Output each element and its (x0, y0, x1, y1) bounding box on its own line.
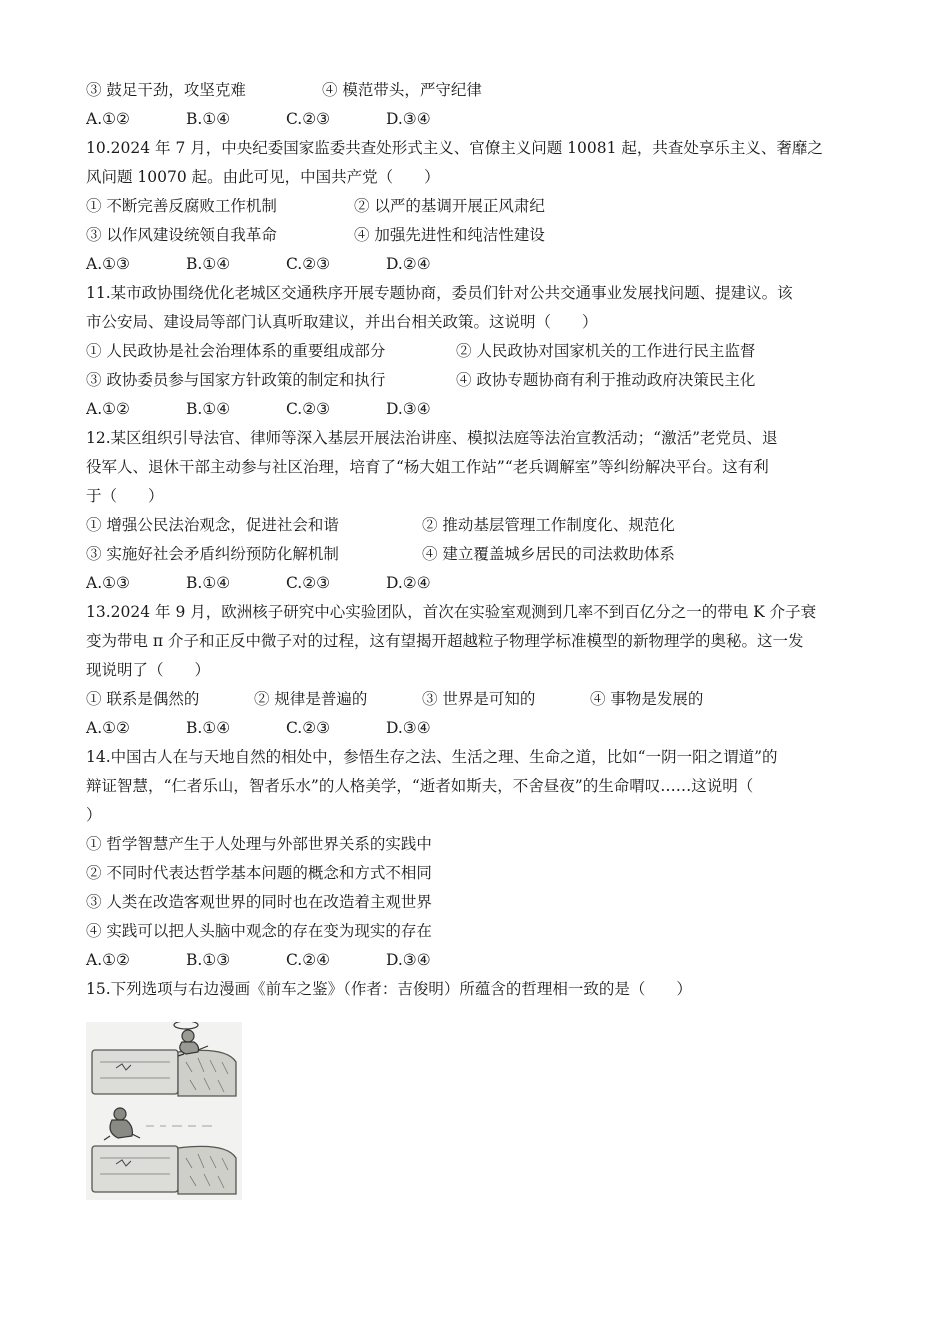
q13-option-1: ① 联系是偶然的 (86, 690, 200, 708)
q10-stem-line-1: 10.2024 年 7 月，中央纪委国家监委共查处形式主义、官僚主义问题 10081 起，共查处享乐主义、奢靡之 (86, 139, 823, 157)
q10-option-2: ② 以严的基调开展正风肃纪 (354, 197, 545, 215)
q12-option-1: ① 增强公民法治观念，促进社会和谐 (86, 516, 339, 534)
q9-option-4: ④ 模范带头，严守纪律 (322, 81, 482, 99)
lower-wall (92, 1146, 236, 1194)
q10-answer-c[interactable]: C.②③ (286, 255, 331, 273)
q10-option-1: ① 不断完善反腐败工作机制 (86, 197, 277, 215)
q10-options-row-1 (86, 192, 866, 221)
q13-answers (86, 714, 866, 743)
upper-wall (92, 1050, 236, 1096)
q12-answer-b[interactable]: B.①④ (186, 574, 231, 592)
q11-stem-line-1: 11.某市政协围绕优化老城区交通秩序开展专题协商，委员们针对公共交通事业发展找问题、提建议。该 (86, 284, 793, 302)
q11-answer-c[interactable]: C.②③ (286, 400, 331, 418)
q13-answer-a[interactable]: A.①② (86, 719, 130, 737)
q13-answer-c[interactable]: C.②③ (286, 719, 331, 737)
q14-stem-line-2: 辩证智慧，“仁者乐山，智者乐水”的人格美学，“逝者如斯夫，不舍昼夜”的生命喟叹……这说明（ (86, 777, 754, 795)
q13-option-3: ③ 世界是可知的 (422, 690, 536, 708)
q12-answers (86, 569, 866, 598)
q10-options-row-2 (86, 221, 866, 250)
q14-answers (86, 946, 866, 975)
q12-option-3: ③ 实施好社会矛盾纠纷预防化解机制 (86, 545, 339, 563)
q13-option-2: ② 规律是普遍的 (254, 690, 368, 708)
q11-option-1: ① 人民政协是社会治理体系的重要组成部分 (86, 342, 386, 360)
q14-answer-c[interactable]: C.②④ (286, 951, 331, 969)
q13-option-4: ④ 事物是发展的 (590, 690, 704, 708)
q14-answer-d[interactable]: D.③④ (386, 951, 431, 969)
q12-answer-a[interactable]: A.①③ (86, 574, 130, 592)
q11-answer-a[interactable]: A.①② (86, 400, 130, 418)
q9-answer-d[interactable]: D.③④ (386, 110, 431, 128)
q12-option-4: ④ 建立覆盖城乡居民的司法救助体系 (422, 545, 675, 563)
q11-answers (86, 395, 866, 424)
q12-options-row-2 (86, 540, 866, 569)
exam-page (86, 76, 866, 1004)
q10-answers (86, 250, 866, 279)
q14-answer-a[interactable]: A.①② (86, 951, 130, 969)
q13-stem-line-2: 变为带电 π 介子和正反中微子对的过程，这有望揭开超越粒子物理学标准模型的新物理学的奥秘。这一发 (86, 632, 804, 650)
cartoon-illustration (86, 1022, 242, 1200)
q14-option-3: ③ 人类在改造客观世界的同时也在改造着主观世界 (86, 893, 432, 911)
q13-stem-line-1: 13.2024 年 9 月，欧洲核子研究中心实验团队，首次在实验室观测到几率不到百亿分之一的带电 K 介子衰 (86, 603, 817, 621)
q12-answer-d[interactable]: D.②④ (386, 574, 431, 592)
q12-option-2: ② 推动基层管理工作制度化、规范化 (422, 516, 675, 534)
q11-option-2: ② 人民政协对国家机关的工作进行民主监督 (456, 342, 756, 360)
q14-option-2: ② 不同时代表达哲学基本问题的概念和方式不相同 (86, 864, 432, 882)
q11-stem-line-2: 市公安局、建设局等部门认真听取建议，并出台相关政策。这说明（ ） (86, 313, 598, 331)
q14-answer-b[interactable]: B.①③ (186, 951, 231, 969)
q9-answer-c[interactable]: C.②③ (286, 110, 331, 128)
q10-stem-line-2: 风问题 10070 起。由此可见，中国共产党（ ） (86, 168, 440, 186)
q14-option-4: ④ 实践可以把人头脑中观念的存在变为现实的存在 (86, 922, 432, 940)
q13-options-row (86, 685, 866, 714)
q14-option-1: ① 哲学智慧产生于人处理与外部世界关系的实践中 (86, 835, 432, 853)
q10-option-4: ④ 加强先进性和纯洁性建设 (354, 226, 545, 244)
q12-stem-line-2: 役军人、退休干部主动参与社区治理，培育了“杨大姐工作站”“老兵调解室”等纠纷解决平台。这有利 (86, 458, 769, 476)
q11-answer-d[interactable]: D.③④ (386, 400, 431, 418)
q12-stem-line-1: 12.某区组织引导法官、律师等深入基层开展法治讲座、模拟法庭等法治宣教活动；“激活”老党员、退 (86, 429, 778, 447)
q11-option-3: ③ 政协委员参与国家方针政策的制定和执行 (86, 371, 386, 389)
q9-option-3: ③ 鼓足干劲，攻坚克难 (86, 81, 246, 99)
q14-stem-line-1: 14.中国古人在与天地自然的相处中，参悟生存之法、生活之理、生命之道，比如“一阴一阳之谓道”的 (86, 748, 778, 766)
q11-option-4: ④ 政协专题协商有利于推动政府决策民主化 (456, 371, 756, 389)
q14-stem-line-3: ） (86, 806, 102, 824)
q12-options-row-1 (86, 511, 866, 540)
q10-answer-b[interactable]: B.①④ (186, 255, 231, 273)
q10-answer-d[interactable]: D.②④ (386, 255, 431, 273)
q13-answer-d[interactable]: D.③④ (386, 719, 431, 737)
q13-answer-b[interactable]: B.①④ (186, 719, 231, 737)
q12-stem-line-3: 于（ ） (86, 487, 164, 505)
q12-answer-c[interactable]: C.②③ (286, 574, 331, 592)
q13-stem-line-3: 现说明了（ ） (86, 661, 211, 679)
q15-stem: 15.下列选项与右边漫画《前车之鉴》（作者：吉俊明）所蕴含的哲理相一致的是（ ） (86, 980, 692, 998)
q11-options-row-2 (86, 366, 866, 395)
q10-option-3: ③ 以作风建设统领自我革命 (86, 226, 277, 244)
q11-answer-b[interactable]: B.①④ (186, 400, 231, 418)
q9-answer-a[interactable]: A.①② (86, 110, 130, 128)
q10-answer-a[interactable]: A.①③ (86, 255, 130, 273)
q9-answer-b[interactable]: B.①④ (186, 110, 231, 128)
q9-options-row (86, 76, 866, 105)
q11-options-row-1 (86, 337, 866, 366)
q9-answers (86, 105, 866, 134)
